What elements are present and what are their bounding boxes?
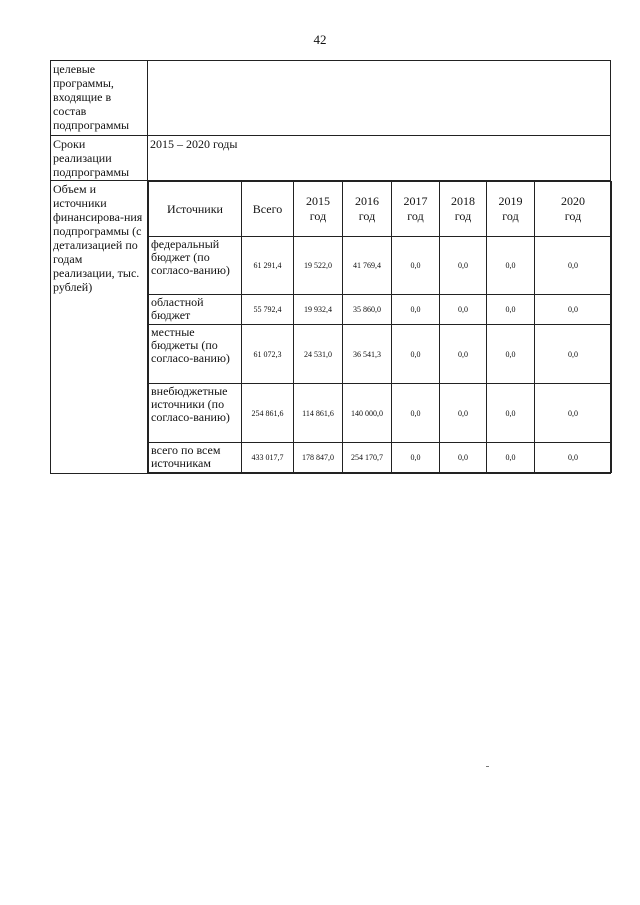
targets-value [148,61,611,136]
funding-row [51,181,611,474]
year-value: 0,0 [487,325,535,384]
year-value: 19 932,4 [294,295,343,325]
year-value: 0,0 [392,325,440,384]
table-row [149,237,612,295]
header-year: 2018 год [440,182,487,237]
year-value: 0,0 [487,295,535,325]
header-year: 2016 год [343,182,392,237]
scan-speck [486,766,489,767]
funding-cell [148,181,611,474]
period-row [51,136,611,181]
period-value: 2015 – 2020 годы [148,136,611,181]
header-year: 2019 год [487,182,535,237]
year-value: 254 170,7 [343,443,392,473]
period-label: Сроки реализации подпрограммы [51,136,148,181]
targets-label: целевые программы, входящие в состав подпрограммы [51,61,148,136]
total-value: 61 291,4 [242,237,294,295]
header-total: Всего [242,182,294,237]
source-name: областной бюджет [149,295,242,325]
page-number: 42 [313,32,327,47]
year-value: 0,0 [487,384,535,443]
year-value: 0,0 [392,443,440,473]
year-value: 0,0 [535,384,612,443]
funding-table [148,181,612,473]
year-value: 114 861,6 [294,384,343,443]
year-value: 24 531,0 [294,325,343,384]
year-value: 0,0 [440,237,487,295]
year-value: 35 860,0 [343,295,392,325]
header-sources: Источники [149,182,242,237]
header-year: 2020 год [535,182,612,237]
year-value: 0,0 [440,443,487,473]
year-value: 140 000,0 [343,384,392,443]
total-value: 55 792,4 [242,295,294,325]
year-value: 0,0 [440,295,487,325]
source-name: федеральный бюджет (по согласо-ванию) [149,237,242,295]
header-year: 2015 год [294,182,343,237]
year-value: 0,0 [392,237,440,295]
year-value: 0,0 [392,295,440,325]
targets-row [51,61,611,136]
year-value: 0,0 [535,295,612,325]
source-name: всего по всем источникам [149,443,242,473]
year-value: 0,0 [440,325,487,384]
year-value: 0,0 [440,384,487,443]
total-value: 433 017,7 [242,443,294,473]
year-value: 0,0 [535,443,612,473]
year-value: 36 541,3 [343,325,392,384]
year-value: 178 847,0 [294,443,343,473]
funding-label: Объем и источники финансирова-ния подпрограммы (с детализацией по годам реализации, тыс. рублей) [51,181,148,474]
total-value: 254 861,6 [242,384,294,443]
year-value: 0,0 [392,384,440,443]
source-name: местные бюджеты (по согласо-ванию) [149,325,242,384]
table-row [149,295,612,325]
table-row [149,325,612,384]
year-value: 0,0 [535,237,612,295]
funding-header-row [149,182,612,237]
year-value: 19 522,0 [294,237,343,295]
year-value: 0,0 [535,325,612,384]
year-value: 41 769,4 [343,237,392,295]
source-name: внебюджетные источники (по согласо-ванию) [149,384,242,443]
table-row [149,443,612,473]
passport-table [50,60,611,474]
table-row [149,384,612,443]
year-value: 0,0 [487,237,535,295]
total-value: 61 072,3 [242,325,294,384]
header-year: 2017 год [392,182,440,237]
year-value: 0,0 [487,443,535,473]
